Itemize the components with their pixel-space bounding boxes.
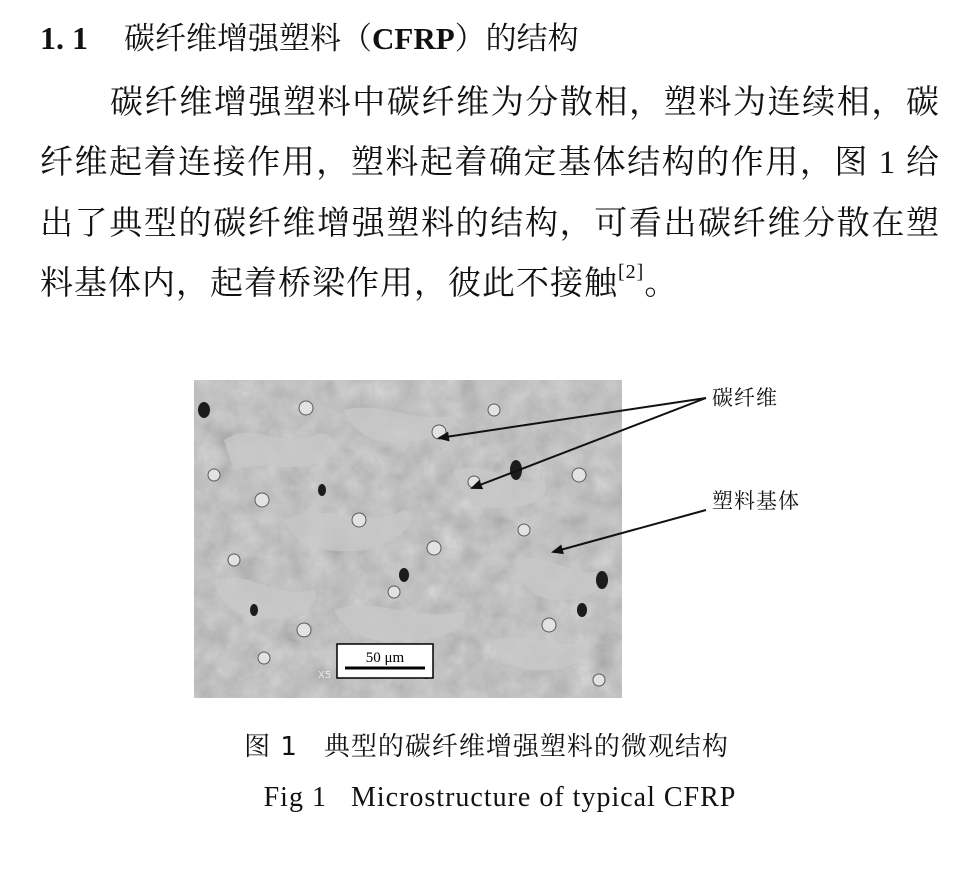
caption-en-text: Microstructure of typical CFRP — [350, 782, 737, 813]
section-title-post: ）的结构 — [454, 21, 579, 57]
section-title-pre: 碳纤维增强塑料（ — [124, 21, 372, 57]
magnification-mark: X5 — [318, 670, 332, 681]
figure-reference: 1 — [868, 145, 907, 181]
figure-caption-en — [0, 782, 973, 814]
label-plastic-matrix: 塑料基体 — [712, 489, 800, 513]
paragraph-end: 。 — [644, 263, 679, 302]
paragraph-part1: 碳纤维增强塑料中碳纤维为分散相，塑料为连续相，碳纤维起着连接作用，塑料起着确定基体结构的作用，图 — [40, 82, 940, 181]
label-carbon-fiber: 碳纤维 — [712, 386, 778, 410]
caption-zh-text: 典型的碳纤维增强塑料的微观结构 — [323, 732, 729, 762]
citation-ref: [2] — [618, 261, 645, 283]
arrow-to-fiber-2 — [472, 398, 706, 488]
paragraph-part2: 给出了典型的碳纤维增强塑料的结构，可看出碳纤维分散在塑料基体内，起着桥梁作用，彼此不接触 — [40, 142, 941, 302]
arrow-to-fiber-1 — [439, 398, 706, 438]
caption-en-label: Fig 1 — [263, 782, 327, 813]
caption-zh-label: 图 1 — [244, 732, 298, 762]
arrow-to-matrix — [553, 510, 706, 552]
section-number: 1. 1 — [40, 20, 88, 56]
figure-caption-zh — [0, 726, 973, 763]
scale-bar-label: 50 μm — [365, 650, 405, 666]
section-title-abbr: CFRP — [372, 21, 455, 56]
